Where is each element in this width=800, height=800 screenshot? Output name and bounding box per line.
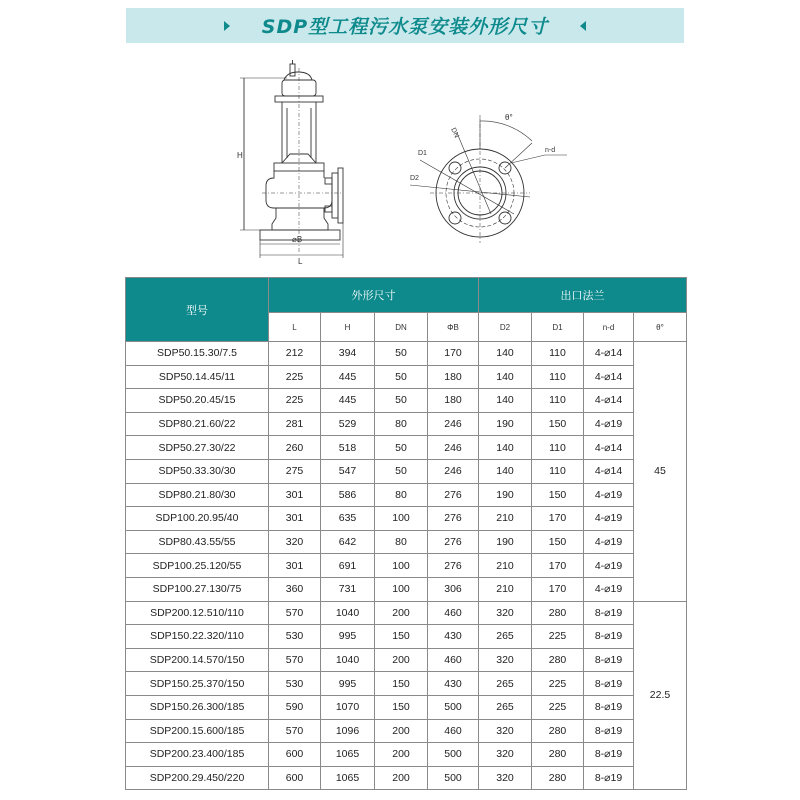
table-row — [126, 507, 687, 531]
cell-model: SDP100.25.120/55 — [126, 554, 269, 578]
cell-dn: 80 — [375, 412, 428, 436]
cell-b: 246 — [428, 436, 479, 460]
cell-l: 570 — [269, 719, 321, 743]
cell-l: 212 — [269, 342, 321, 366]
cell-l: 360 — [269, 577, 321, 601]
cell-d1: 110 — [532, 389, 584, 413]
cell-h: 1065 — [321, 743, 375, 767]
cell-model: SDP150.26.300/185 — [126, 695, 269, 719]
dim-d2-label: D2 — [410, 175, 419, 182]
cell-h: 1065 — [321, 766, 375, 790]
cell-d1: 225 — [532, 695, 584, 719]
header-col-nd: n-d — [584, 313, 634, 342]
cell-h: 1040 — [321, 648, 375, 672]
cell-b: 180 — [428, 365, 479, 389]
cell-d2: 320 — [479, 743, 532, 767]
cell-dn: 150 — [375, 695, 428, 719]
cell-h: 1070 — [321, 695, 375, 719]
cell-dn: 100 — [375, 554, 428, 578]
table-row — [126, 577, 687, 601]
cell-nd: 8-⌀19 — [584, 743, 634, 767]
cell-l: 570 — [269, 601, 321, 625]
cell-dn: 50 — [375, 365, 428, 389]
cell-h: 995 — [321, 625, 375, 649]
cell-d2: 140 — [479, 389, 532, 413]
cell-h: 691 — [321, 554, 375, 578]
cell-dn: 200 — [375, 601, 428, 625]
cell-d2: 210 — [479, 554, 532, 578]
cell-theta: 45 — [634, 342, 687, 602]
cell-d2: 190 — [479, 412, 532, 436]
cell-d1: 280 — [532, 719, 584, 743]
cell-h: 642 — [321, 530, 375, 554]
cell-l: 320 — [269, 530, 321, 554]
cell-d1: 170 — [532, 554, 584, 578]
table-body — [126, 342, 687, 790]
table-row — [126, 389, 687, 413]
cell-d1: 280 — [532, 601, 584, 625]
cell-h: 995 — [321, 672, 375, 696]
dim-theta-label: θ° — [505, 113, 513, 122]
cell-l: 530 — [269, 672, 321, 696]
cell-d2: 140 — [479, 459, 532, 483]
cell-d1: 150 — [532, 483, 584, 507]
cell-b: 500 — [428, 766, 479, 790]
table-row — [126, 365, 687, 389]
cell-b: 276 — [428, 554, 479, 578]
cell-h: 731 — [321, 577, 375, 601]
table-row — [126, 554, 687, 578]
cell-d2: 320 — [479, 648, 532, 672]
cell-nd: 4-⌀19 — [584, 412, 634, 436]
cell-dn: 200 — [375, 648, 428, 672]
header-model: 型号 — [126, 278, 269, 342]
table-row — [126, 625, 687, 649]
cell-dn: 100 — [375, 507, 428, 531]
dim-dn-label: DN — [449, 126, 460, 140]
cell-model: SDP200.29.450/220 — [126, 766, 269, 790]
page-title: SDP型工程污水泵安装外形尺寸 — [261, 16, 549, 38]
cell-d1: 110 — [532, 342, 584, 366]
cell-d1: 225 — [532, 672, 584, 696]
table-row — [126, 648, 687, 672]
cell-dn: 80 — [375, 483, 428, 507]
header-col-dn: DN — [375, 313, 428, 342]
cell-d2: 265 — [479, 672, 532, 696]
cell-d1: 110 — [532, 365, 584, 389]
table-row — [126, 601, 687, 625]
cell-nd: 8-⌀19 — [584, 625, 634, 649]
header-dimensions: 外形尺寸 — [269, 278, 479, 313]
header-col-theta: θ° — [634, 313, 687, 342]
cell-h: 445 — [321, 389, 375, 413]
cell-d2: 320 — [479, 601, 532, 625]
cell-l: 600 — [269, 766, 321, 790]
cell-h: 635 — [321, 507, 375, 531]
cell-b: 180 — [428, 389, 479, 413]
cell-b: 460 — [428, 648, 479, 672]
cell-l: 301 — [269, 507, 321, 531]
table-row — [126, 412, 687, 436]
cell-b: 276 — [428, 507, 479, 531]
cell-model: SDP200.12.510/110 — [126, 601, 269, 625]
cell-nd: 4-⌀19 — [584, 530, 634, 554]
dim-h-label: H — [237, 151, 243, 160]
cell-model: SDP50.33.30/30 — [126, 459, 269, 483]
cell-nd: 8-⌀19 — [584, 719, 634, 743]
cell-nd: 4-⌀19 — [584, 554, 634, 578]
header-col-d2: D2 — [479, 313, 532, 342]
table-row — [126, 672, 687, 696]
header-col-b: ΦB — [428, 313, 479, 342]
cell-dn: 50 — [375, 436, 428, 460]
title-banner — [126, 8, 684, 43]
cell-model: SDP50.14.45/11 — [126, 365, 269, 389]
cell-l: 281 — [269, 412, 321, 436]
cell-b: 430 — [428, 625, 479, 649]
cell-nd: 4-⌀14 — [584, 342, 634, 366]
cell-model: SDP150.25.370/150 — [126, 672, 269, 696]
cell-d1: 225 — [532, 625, 584, 649]
cell-nd: 4-⌀19 — [584, 507, 634, 531]
cell-model: SDP80.43.55/55 — [126, 530, 269, 554]
cell-model: SDP50.27.30/22 — [126, 436, 269, 460]
header-flange: 出口法兰 — [479, 278, 687, 313]
cell-d1: 280 — [532, 743, 584, 767]
table-row — [126, 483, 687, 507]
cell-d2: 210 — [479, 577, 532, 601]
cell-nd: 8-⌀19 — [584, 648, 634, 672]
cell-model: SDP200.15.600/185 — [126, 719, 269, 743]
cell-dn: 150 — [375, 625, 428, 649]
cell-h: 518 — [321, 436, 375, 460]
table-row — [126, 766, 687, 790]
cell-d2: 140 — [479, 342, 532, 366]
cell-model: SDP200.14.570/150 — [126, 648, 269, 672]
cell-model: SDP80.21.80/30 — [126, 483, 269, 507]
table-row — [126, 436, 687, 460]
cell-dn: 50 — [375, 342, 428, 366]
cell-b: 430 — [428, 672, 479, 696]
cell-dn: 50 — [375, 459, 428, 483]
table-row — [126, 530, 687, 554]
cell-b: 500 — [428, 743, 479, 767]
header-col-d1: D1 — [532, 313, 584, 342]
cell-b: 306 — [428, 577, 479, 601]
cell-l: 275 — [269, 459, 321, 483]
cell-dn: 150 — [375, 672, 428, 696]
cell-d1: 110 — [532, 459, 584, 483]
cell-h: 547 — [321, 459, 375, 483]
cell-nd: 8-⌀19 — [584, 766, 634, 790]
cell-theta: 22.5 — [634, 601, 687, 790]
table-row — [126, 719, 687, 743]
cell-model: SDP50.20.45/15 — [126, 389, 269, 413]
outlet-flange-drawing — [405, 103, 570, 248]
cell-d1: 110 — [532, 436, 584, 460]
cell-d1: 150 — [532, 530, 584, 554]
header-col-l: L — [269, 313, 321, 342]
cell-b: 170 — [428, 342, 479, 366]
cell-d1: 280 — [532, 766, 584, 790]
cell-l: 225 — [269, 365, 321, 389]
cell-nd: 4-⌀19 — [584, 483, 634, 507]
cell-l: 225 — [269, 389, 321, 413]
cell-b: 246 — [428, 412, 479, 436]
cell-l: 530 — [269, 625, 321, 649]
cell-dn: 200 — [375, 719, 428, 743]
cell-nd: 4-⌀14 — [584, 459, 634, 483]
cell-l: 590 — [269, 695, 321, 719]
cell-d2: 320 — [479, 766, 532, 790]
cell-nd: 4-⌀14 — [584, 436, 634, 460]
table-row — [126, 459, 687, 483]
cell-d1: 170 — [532, 577, 584, 601]
cell-d2: 190 — [479, 530, 532, 554]
cell-model: SDP100.27.130/75 — [126, 577, 269, 601]
cell-dn: 200 — [375, 766, 428, 790]
cell-nd: 4-⌀19 — [584, 577, 634, 601]
cell-dn: 200 — [375, 743, 428, 767]
cell-d2: 190 — [479, 483, 532, 507]
cell-model: SDP150.22.320/110 — [126, 625, 269, 649]
dim-b-label: ⌀B — [292, 235, 303, 244]
cell-nd: 4-⌀14 — [584, 365, 634, 389]
cell-l: 260 — [269, 436, 321, 460]
cell-b: 500 — [428, 695, 479, 719]
cell-b: 276 — [428, 530, 479, 554]
cell-model: SDP200.23.400/185 — [126, 743, 269, 767]
cell-h: 586 — [321, 483, 375, 507]
cell-h: 394 — [321, 342, 375, 366]
cell-d2: 210 — [479, 507, 532, 531]
cell-d2: 320 — [479, 719, 532, 743]
cell-dn: 100 — [375, 577, 428, 601]
cell-h: 1040 — [321, 601, 375, 625]
cell-l: 301 — [269, 554, 321, 578]
cell-h: 445 — [321, 365, 375, 389]
table-row — [126, 695, 687, 719]
cell-model: SDP50.15.30/7.5 — [126, 342, 269, 366]
arrow-left-icon — [580, 21, 586, 31]
cell-nd: 8-⌀19 — [584, 601, 634, 625]
cell-l: 600 — [269, 743, 321, 767]
cell-model: SDP80.21.60/22 — [126, 412, 269, 436]
cell-nd: 8-⌀19 — [584, 695, 634, 719]
arrow-right-icon — [224, 21, 230, 31]
cell-dn: 50 — [375, 389, 428, 413]
cell-d1: 150 — [532, 412, 584, 436]
cell-d1: 170 — [532, 507, 584, 531]
cell-d2: 265 — [479, 625, 532, 649]
cell-d2: 265 — [479, 695, 532, 719]
cell-d2: 140 — [479, 436, 532, 460]
cell-l: 301 — [269, 483, 321, 507]
dim-l-label: L — [298, 257, 303, 266]
cell-d1: 280 — [532, 648, 584, 672]
dim-nd-label: n-d — [545, 147, 556, 154]
cell-nd: 4-⌀14 — [584, 389, 634, 413]
table-row — [126, 743, 687, 767]
cell-h: 1096 — [321, 719, 375, 743]
table-row — [126, 342, 687, 366]
cell-b: 276 — [428, 483, 479, 507]
header-col-h: H — [321, 313, 375, 342]
pump-elevation-drawing — [232, 58, 357, 268]
cell-b: 246 — [428, 459, 479, 483]
cell-b: 460 — [428, 601, 479, 625]
cell-d2: 140 — [479, 365, 532, 389]
cell-nd: 8-⌀19 — [584, 672, 634, 696]
cell-model: SDP100.20.95/40 — [126, 507, 269, 531]
dimension-table — [125, 277, 687, 790]
cell-dn: 80 — [375, 530, 428, 554]
cell-h: 529 — [321, 412, 375, 436]
cell-l: 570 — [269, 648, 321, 672]
dim-d1-label: D1 — [418, 150, 427, 157]
cell-b: 460 — [428, 719, 479, 743]
